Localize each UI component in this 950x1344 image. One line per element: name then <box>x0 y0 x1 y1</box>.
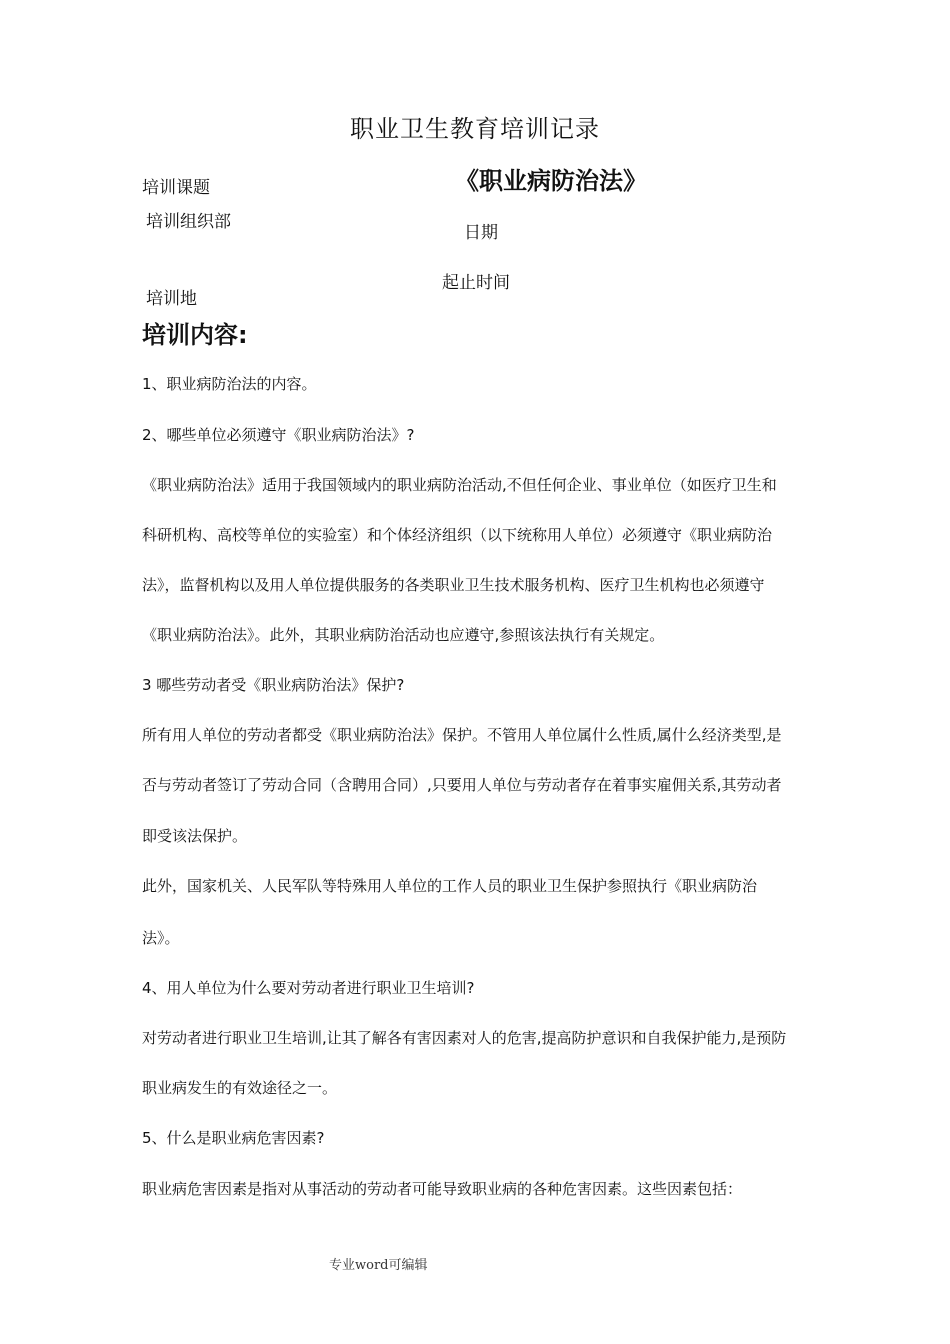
paragraph-line: 《职业病防治法》。此外，其职业病防治活动也应遵守,参照该法执行有关规定。 <box>142 626 665 644</box>
paragraph-line: 所有用人单位的劳动者都受《职业病防治法》保护。不管用人单位属什么性质,属什么经济类型,是 <box>142 726 782 744</box>
paragraph-line: 法》。 <box>142 929 180 947</box>
paragraph-line: 职业病危害因素是指对从事活动的劳动者可能导致职业病的各种危害因素。这些因素包括： <box>142 1180 743 1198</box>
page-footer: 专业word可编辑 <box>329 1258 428 1273</box>
subject-value: 《职业病防治法》 <box>455 167 647 195</box>
paragraph-line: 职业病发生的有效途径之一。 <box>142 1079 338 1097</box>
paragraph-line: 法》，监督机构以及用人单位提供服务的各类职业卫生技术服务机构、医疗卫生机构也必须遵守 <box>142 576 765 594</box>
content-heading: 培训内容: <box>142 321 248 349</box>
time-label: 起止时间 <box>442 273 510 293</box>
paragraph-line: 4、用人单位为什么要对劳动者进行职业卫生培训? <box>142 979 475 997</box>
paragraph-line: 1、职业病防治法的内容。 <box>142 375 317 393</box>
date-label: 日期 <box>464 223 498 243</box>
paragraph-line: 5、什么是职业病危害因素? <box>142 1129 325 1147</box>
location-label: 培训地 <box>146 289 197 309</box>
document-title: 职业卫生教育培训记录 <box>350 115 600 143</box>
paragraph-line: 《职业病防治法》适用于我国领域内的职业病防治活动,不但任何企业、事业单位（如医疗卫生和 <box>142 476 777 494</box>
paragraph-line: 即受该法保护。 <box>142 827 248 845</box>
organizer-label: 培训组织部 <box>146 212 231 232</box>
paragraph-line: 2、哪些单位必须遵守《职业病防治法》? <box>142 426 415 444</box>
subject-label: 培训课题 <box>142 178 210 198</box>
paragraph-line: 3 哪些劳动者受《职业病防治法》保护? <box>142 676 405 694</box>
paragraph-line: 对劳动者进行职业卫生培训,让其了解各有害因素对人的危害,提高防护意识和自我保护能力,是预防 <box>142 1029 787 1047</box>
paragraph-line: 否与劳动者签订了劳动合同（含聘用合同）,只要用人单位与劳动者存在着事实雇佣关系,其劳动者 <box>142 776 782 794</box>
paragraph-line: 科研机构、高校等单位的实验室）和个体经济组织（以下统称用人单位）必须遵守《职业病防治 <box>142 526 773 544</box>
paragraph-line: 此外，国家机关、人民军队等特殊用人单位的工作人员的职业卫生保护参照执行《职业病防治 <box>142 877 758 895</box>
